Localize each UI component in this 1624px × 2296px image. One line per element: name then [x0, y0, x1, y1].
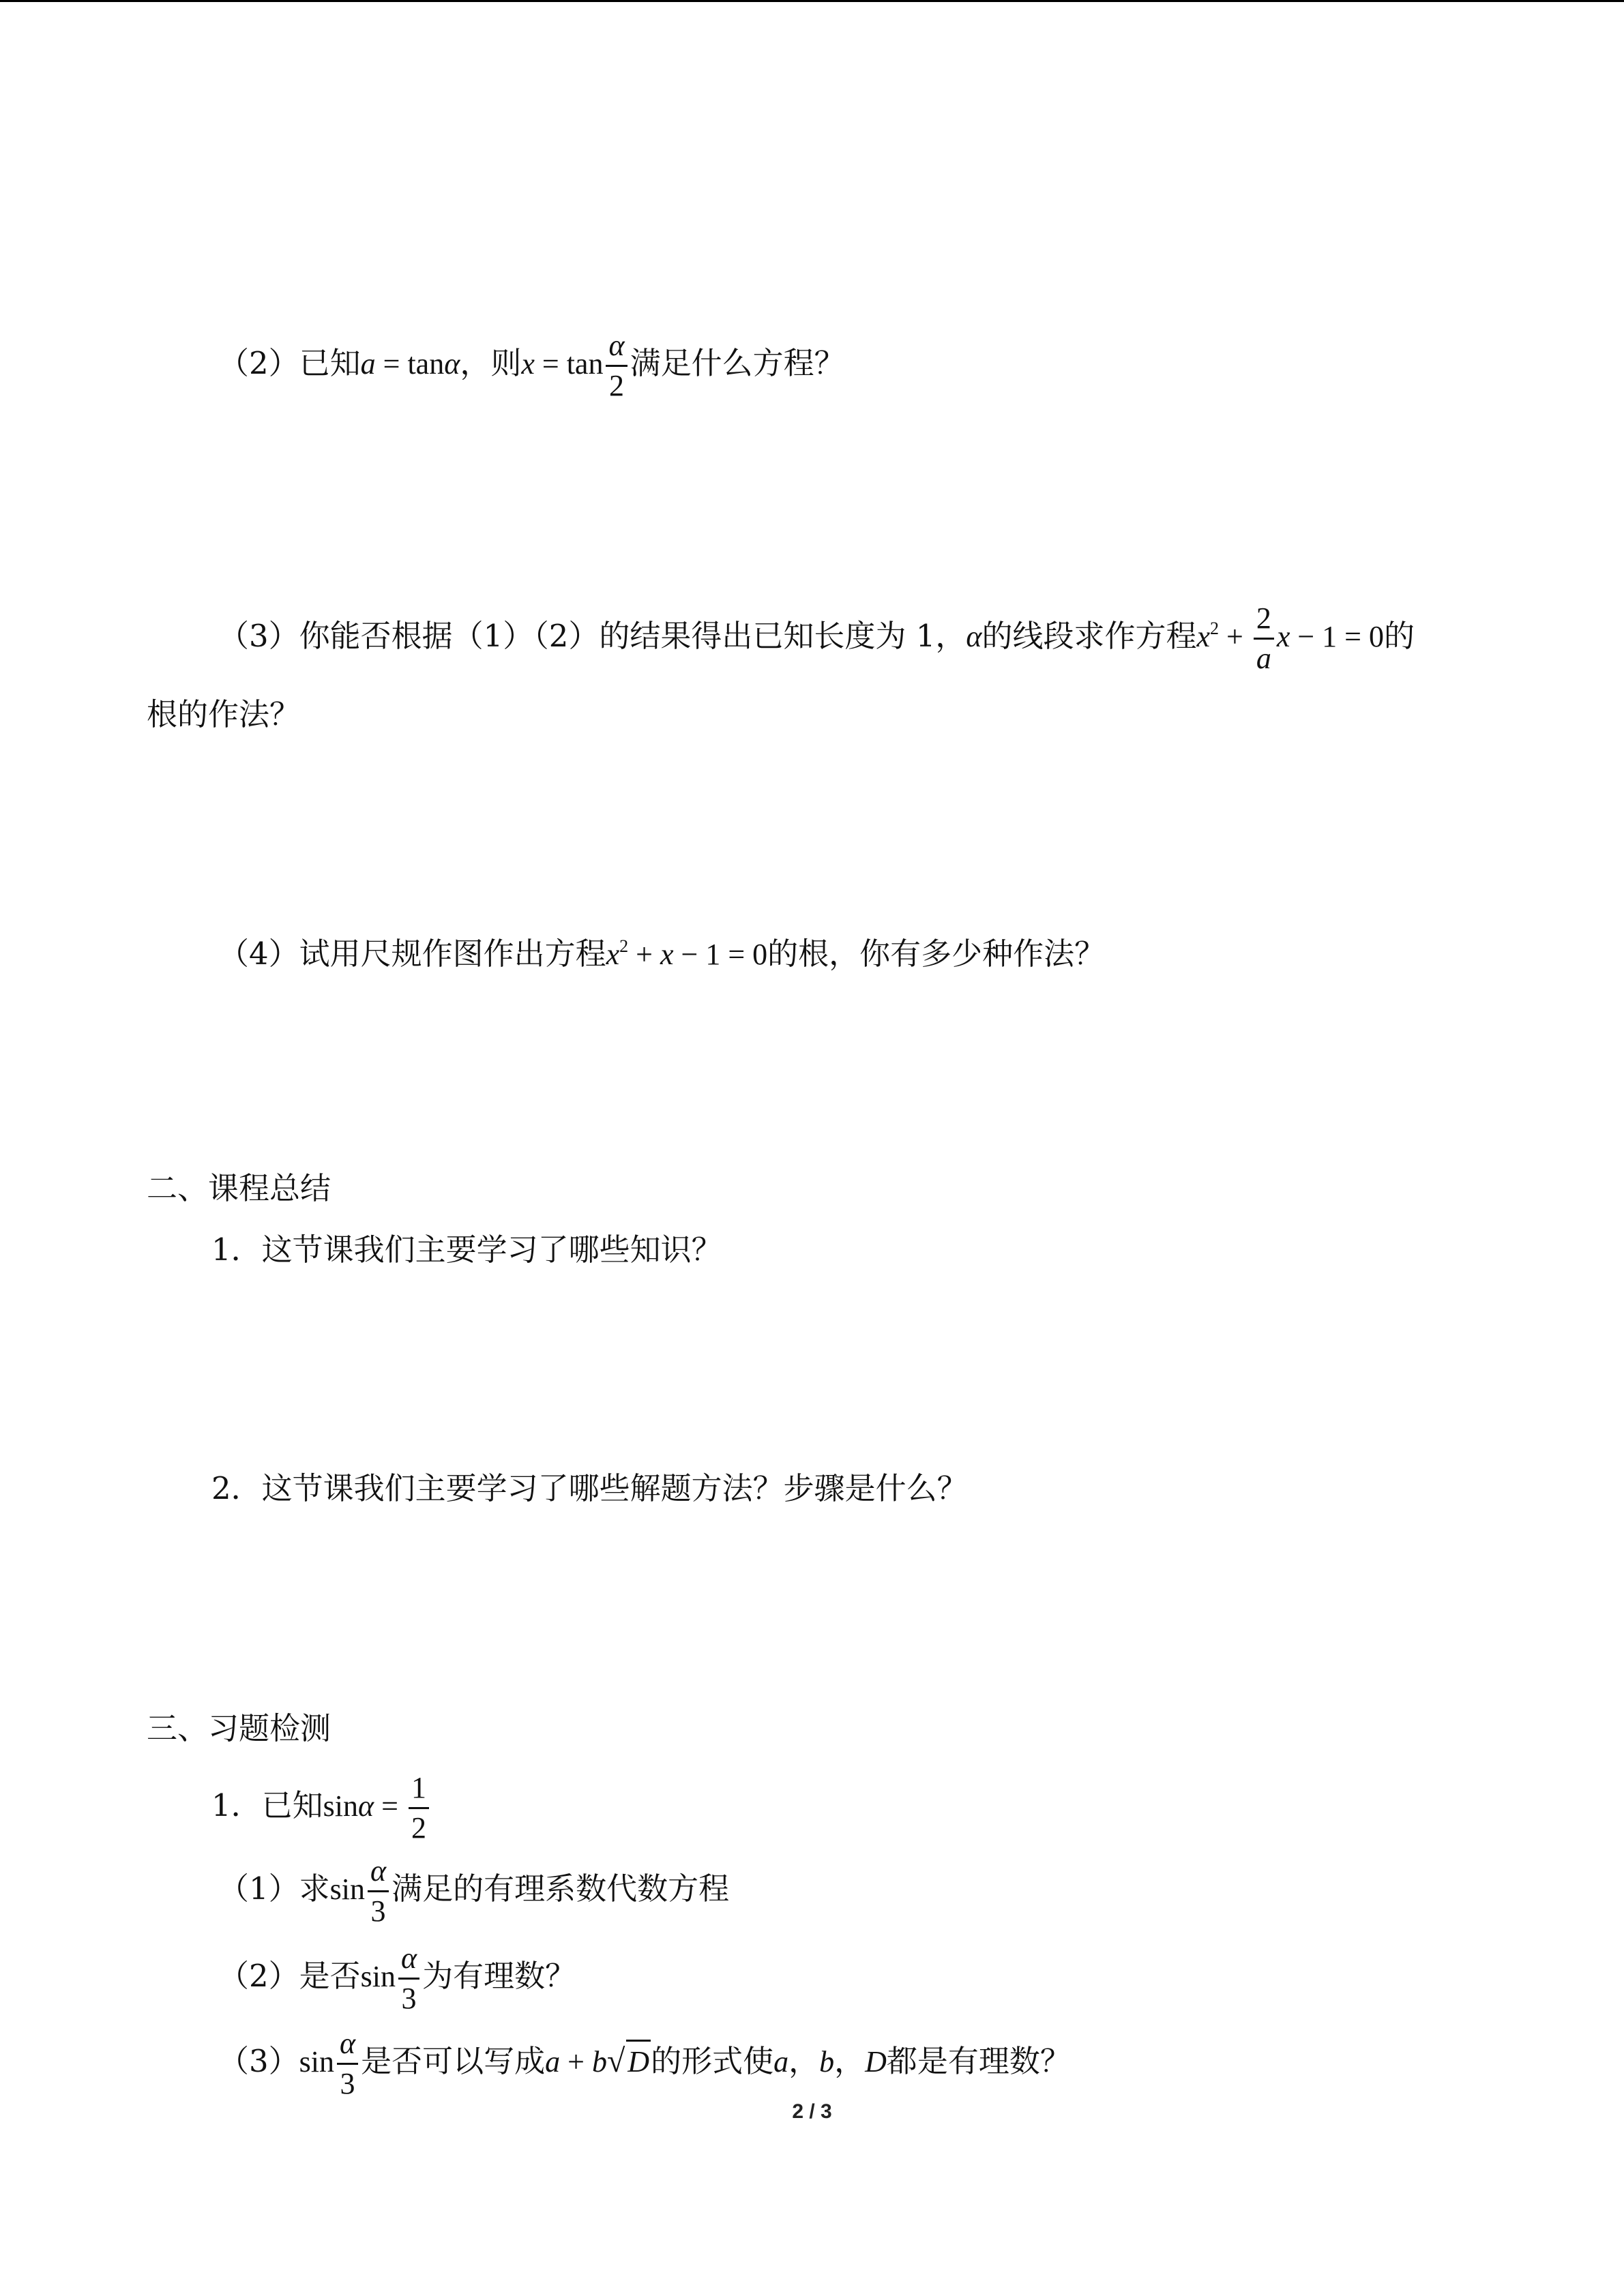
s3-sub3-sep-2: ，: [834, 2043, 866, 2079]
section-2-item-2: 2．这节课我们主要学习了哪些解题方法？步骤是什么？: [211, 1470, 968, 1506]
q4-text-1: （4）试用尺规作图作出方程: [218, 936, 606, 972]
q2-math-x-eq-tan-half-alpha: x = tan: [521, 347, 604, 381]
section-2-item-1: 1．这节课我们主要学习了哪些知识？: [211, 1232, 722, 1268]
q3-text-3: 的: [1383, 618, 1415, 654]
s3-sub3-text-1: 是否可以写成: [361, 2043, 546, 2079]
q2-math-a-eq-tan-alpha: a = tanα: [360, 347, 460, 381]
section-3-sub-3: [218, 2029, 1071, 2099]
s3-sub3-var-d: D: [865, 2045, 887, 2078]
section-2-heading: 二、课程总结: [147, 1170, 331, 1206]
q3-equation-rest: x − 1 = 0: [1276, 620, 1384, 653]
s3-sub2-text: 为有理数？: [422, 1958, 576, 1994]
s3-item1-label: 1．已知: [211, 1787, 323, 1823]
section-3-item-1: [211, 1773, 432, 1843]
q3-fraction-2-over-a: $\frac{2}{a}$: [1254, 603, 1274, 674]
s3-sub3-var-a: a: [773, 2045, 789, 2078]
q4-equation: $x^2 + x - 1 = 0$: [606, 936, 768, 971]
s3-item1-math: sinα =: [323, 1789, 406, 1823]
s3-sub1-fn: sin: [329, 1873, 365, 1906]
q3-text-2: 的线段求作方程: [981, 618, 1197, 654]
s3-sub3-label: （3）: [218, 2043, 299, 2079]
q2-tail-text: 满足什么方程？: [630, 345, 845, 381]
s3-sub2-fn: sin: [360, 1960, 396, 1993]
page-number: 2 / 3: [792, 2100, 832, 2123]
s3-sub1-label: （1）求: [218, 1870, 330, 1907]
question-2: [218, 331, 845, 401]
question-3: [218, 603, 1415, 674]
s3-sub2-fraction-alpha-over-3: $\frac{\alpha}{3}$: [398, 1943, 419, 2014]
page-top-border: [0, 0, 1624, 2]
s3-sub1-fraction-alpha-over-3: $\frac{\alpha}{3}$: [368, 1856, 389, 1926]
q4-text-2: 的根，你有多少种作法？: [767, 936, 1106, 972]
s3-item1-fraction-1-over-2: $\frac{1}{2}$: [409, 1773, 429, 1843]
question-3-continuation: 根的作法？: [147, 696, 301, 732]
section-3-sub-1: [218, 1856, 729, 1926]
s3-sub3-sep-1: ，: [788, 2043, 820, 2079]
s3-sub3-fn: sin: [299, 2045, 334, 2078]
s3-sub1-text: 满足的有理系数代数方程: [392, 1870, 730, 1907]
q2-label: （2）已知: [218, 345, 361, 381]
q3-equation: $x^2$ +: [1196, 618, 1251, 653]
q2-mid-text: ，则: [460, 345, 522, 381]
q2-fraction-alpha-over-2: $\frac{\alpha}{2}$: [606, 331, 627, 401]
radical-sign-icon: √: [606, 2043, 625, 2079]
s3-sub3-text-3: 都是有理数？: [886, 2043, 1071, 2079]
s3-sub3-expression: a + b√D: [545, 2045, 651, 2078]
s3-sub3-text-2: 的形式使: [651, 2043, 774, 2079]
q3-alpha: α: [966, 620, 982, 653]
s3-sub3-fraction-alpha-over-3: $\frac{\alpha}{3}$: [337, 2029, 358, 2099]
section-3-sub-2: [218, 1943, 576, 2014]
s3-sub3-var-b: b: [819, 2045, 835, 2078]
s3-sub2-label: （2）是否: [218, 1958, 361, 1994]
section-3-heading: 三、习题检测: [147, 1710, 331, 1746]
question-4: [218, 926, 1105, 975]
q3-text-1: （3）你能否根据（1）（2）的结果得出已知长度为 1，: [218, 618, 966, 654]
